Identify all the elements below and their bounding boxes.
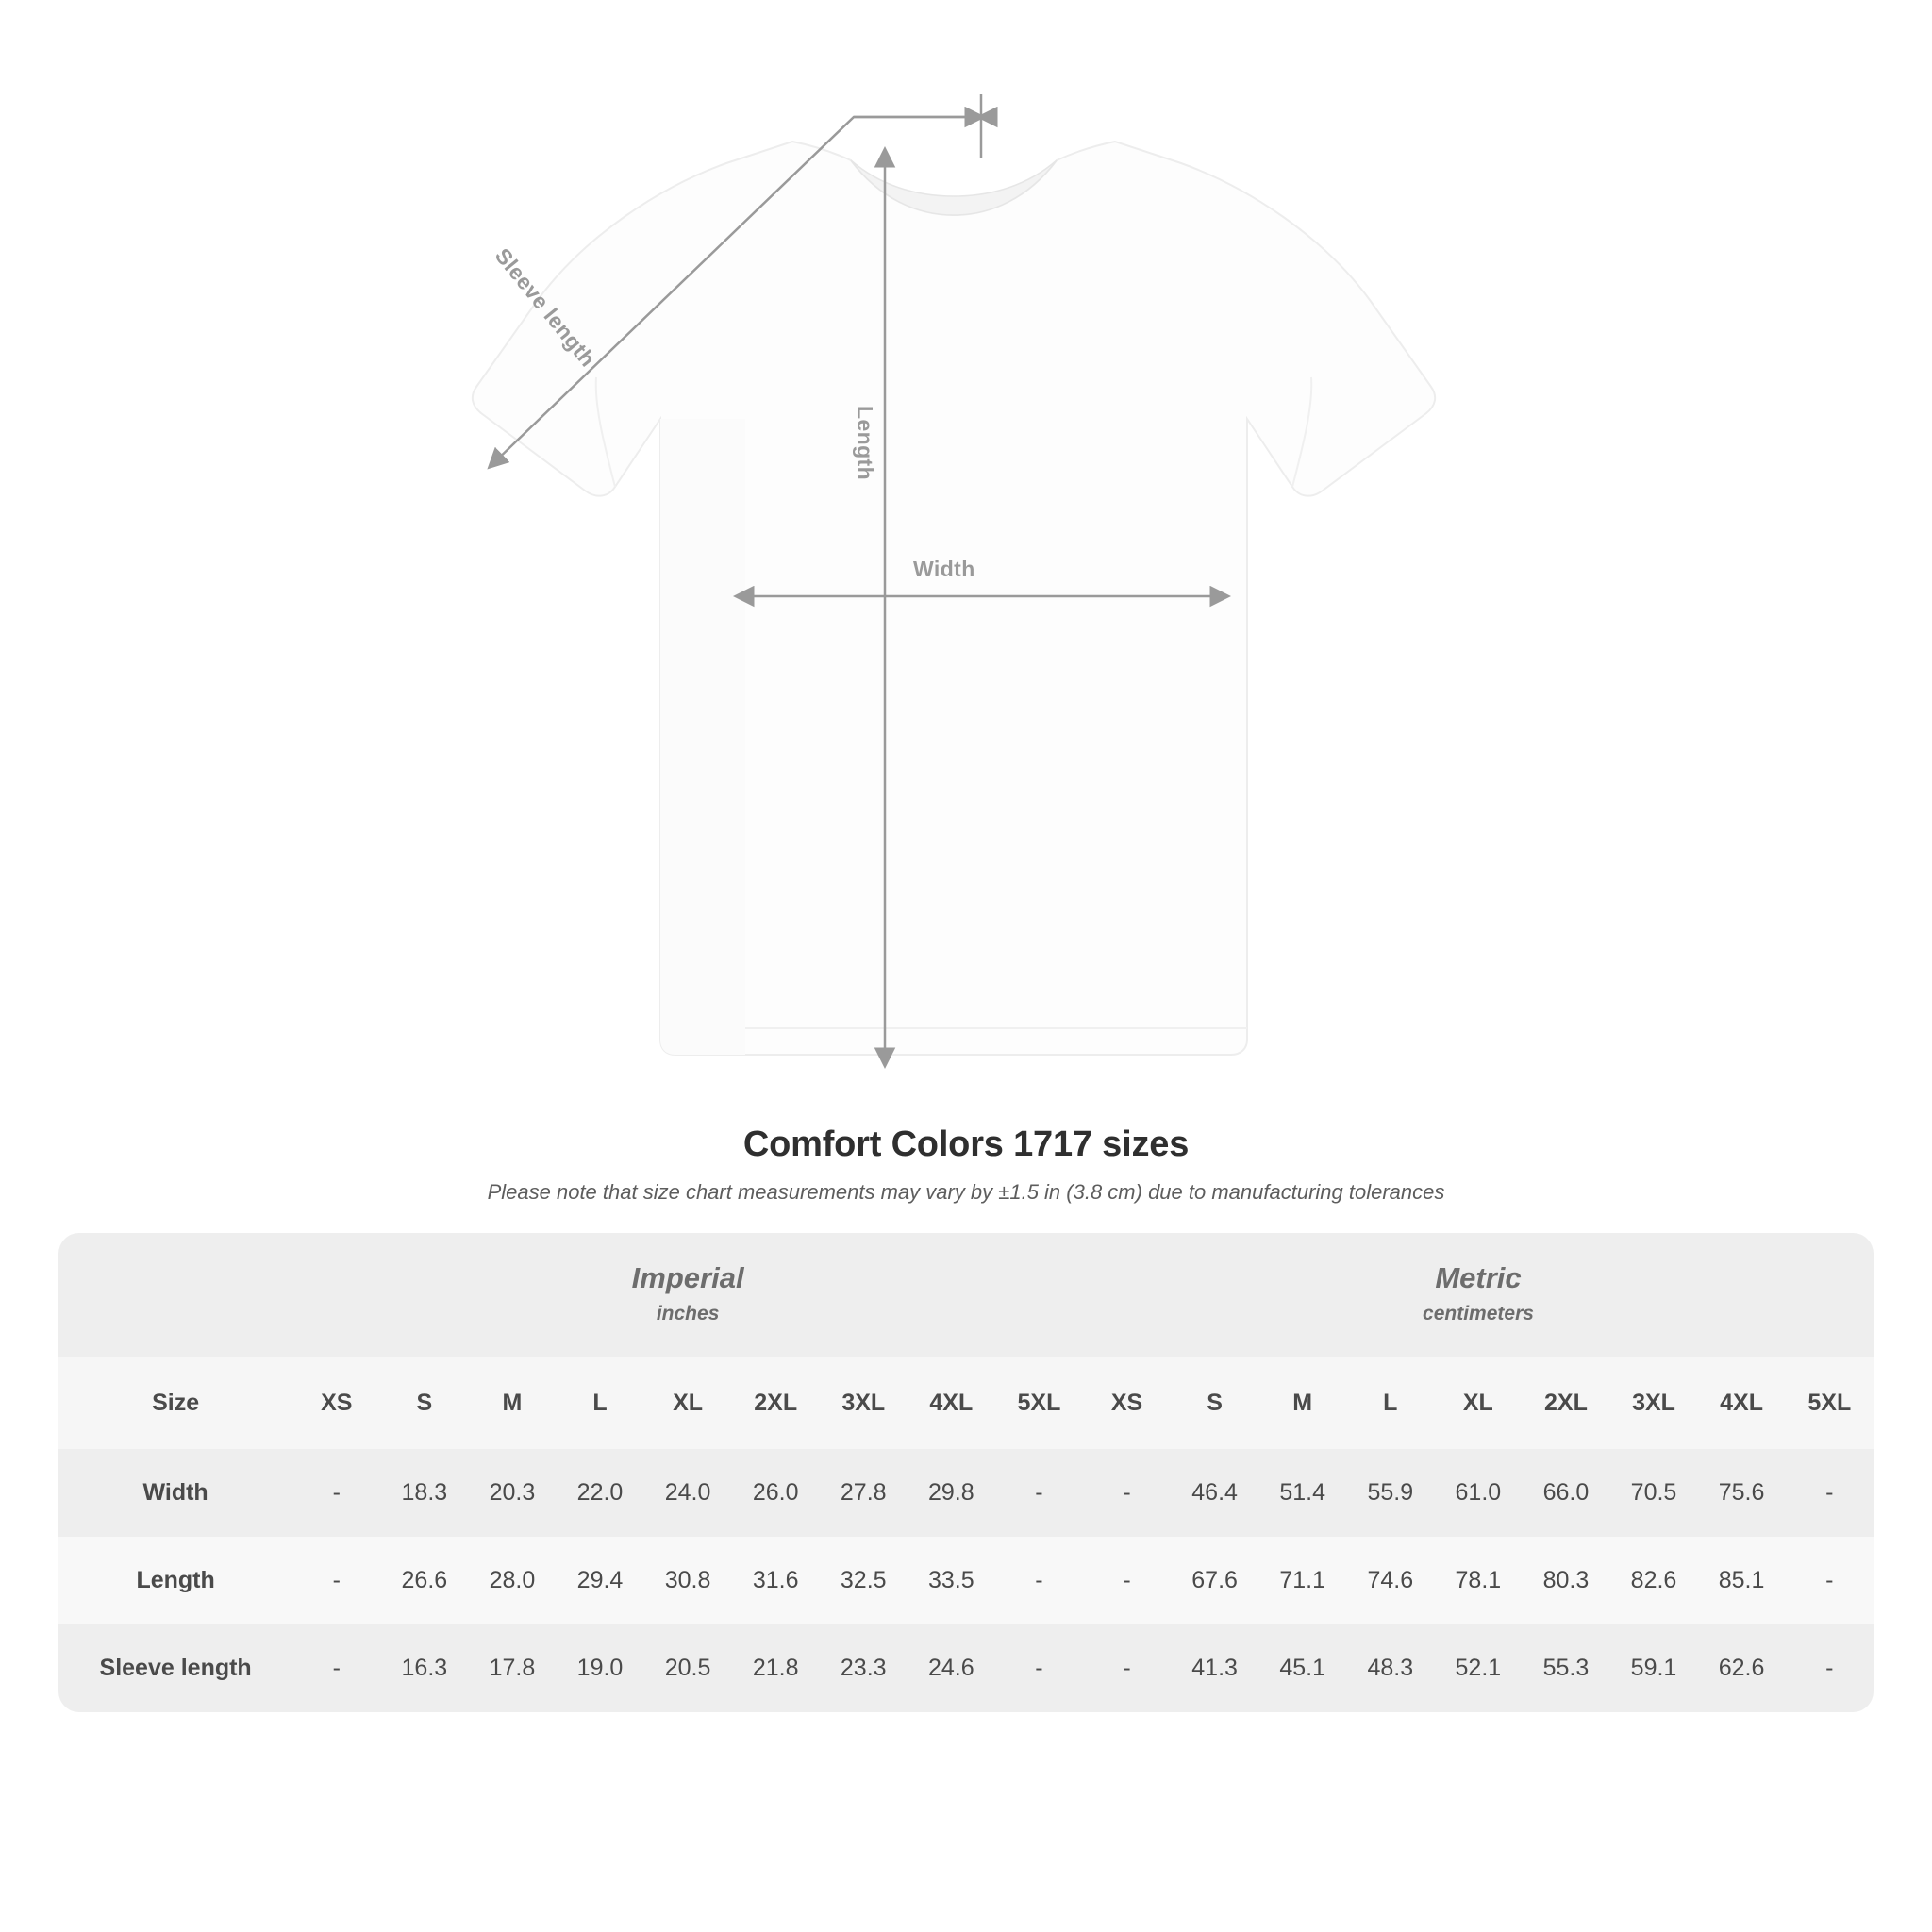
size-imp-xs: XS (292, 1357, 380, 1449)
length-met-s: 67.6 (1171, 1537, 1258, 1624)
width-met-4xl: 75.6 (1698, 1449, 1786, 1537)
width-imp-4xl: 29.8 (908, 1449, 995, 1537)
size-imp-4xl: 4XL (908, 1357, 995, 1449)
width-imp-xl: 24.0 (644, 1449, 732, 1537)
width-imp-3xl: 27.8 (820, 1449, 908, 1537)
size-imp-3xl: 3XL (820, 1357, 908, 1449)
length-imp-m: 28.0 (468, 1537, 556, 1624)
length-imp-l: 29.4 (556, 1537, 643, 1624)
size-imp-s: S (380, 1357, 468, 1449)
table-row (58, 1449, 1874, 1537)
size-met-m: M (1258, 1357, 1346, 1449)
size-met-2xl: 2XL (1522, 1357, 1609, 1449)
width-met-xs: - (1083, 1449, 1171, 1537)
length-met-5xl: - (1786, 1537, 1874, 1624)
sleeve-met-5xl: - (1786, 1624, 1874, 1712)
size-table (58, 1233, 1874, 1712)
sleeve-met-3xl: 59.1 (1609, 1624, 1697, 1712)
width-imp-m: 20.3 (468, 1449, 556, 1537)
sleeve-met-2xl: 55.3 (1522, 1624, 1609, 1712)
row-label-length: Length (58, 1537, 292, 1624)
size-met-5xl: 5XL (1786, 1357, 1874, 1449)
sleeve-imp-2xl: 21.8 (732, 1624, 820, 1712)
size-imp-xl: XL (644, 1357, 732, 1449)
length-met-2xl: 80.3 (1522, 1537, 1609, 1624)
length-imp-xs: - (292, 1537, 380, 1624)
sleeve-length-label: Sleeve length (490, 243, 601, 372)
size-met-s: S (1171, 1357, 1258, 1449)
page-title: Comfort Colors 1717 sizes (742, 1124, 1190, 1164)
table-row (58, 1537, 1874, 1624)
title-block (0, 1124, 1932, 1205)
metric-unit: centimeters (1423, 1303, 1534, 1324)
width-imp-5xl: - (995, 1449, 1083, 1537)
size-met-3xl: 3XL (1609, 1357, 1697, 1449)
length-imp-3xl: 32.5 (820, 1537, 908, 1624)
size-met-4xl: 4XL (1698, 1357, 1786, 1449)
width-met-xl: 61.0 (1434, 1449, 1522, 1537)
metric-header (1083, 1233, 1874, 1357)
size-imp-2xl: 2XL (732, 1357, 820, 1449)
size-table-wrap (58, 1233, 1874, 1712)
tshirt-shape (473, 142, 1435, 1055)
sleeve-met-l: 48.3 (1346, 1624, 1434, 1712)
length-met-xs: - (1083, 1537, 1171, 1624)
width-imp-l: 22.0 (556, 1449, 643, 1537)
length-met-xl: 78.1 (1434, 1537, 1522, 1624)
sleeve-imp-5xl: - (995, 1624, 1083, 1712)
metric-name: Metric (1435, 1261, 1522, 1294)
length-imp-s: 26.6 (380, 1537, 468, 1624)
sleeve-imp-m: 17.8 (468, 1624, 556, 1712)
width-met-m: 51.4 (1258, 1449, 1346, 1537)
sleeve-imp-xs: - (292, 1624, 380, 1712)
sleeve-met-4xl: 62.6 (1698, 1624, 1786, 1712)
sleeve-imp-xl: 20.5 (644, 1624, 732, 1712)
length-label: Length (853, 406, 877, 481)
length-met-4xl: 85.1 (1698, 1537, 1786, 1624)
sleeve-met-m: 45.1 (1258, 1624, 1346, 1712)
width-met-2xl: 66.0 (1522, 1449, 1609, 1537)
measurement-note: Please note that size chart measurements may vary by ±1.5 in (3.8 cm) due to manufacturing tolerances (487, 1180, 1445, 1204)
length-imp-5xl: - (995, 1537, 1083, 1624)
length-imp-4xl: 33.5 (908, 1537, 995, 1624)
sleeve-imp-s: 16.3 (380, 1624, 468, 1712)
imperial-unit: inches (656, 1303, 720, 1324)
length-met-m: 71.1 (1258, 1537, 1346, 1624)
sleeve-imp-3xl: 23.3 (820, 1624, 908, 1712)
sleeve-imp-4xl: 24.6 (908, 1624, 995, 1712)
length-imp-2xl: 31.6 (732, 1537, 820, 1624)
width-met-5xl: - (1786, 1449, 1874, 1537)
width-imp-s: 18.3 (380, 1449, 468, 1537)
width-imp-2xl: 26.0 (732, 1449, 820, 1537)
imperial-header (292, 1233, 1083, 1357)
length-met-3xl: 82.6 (1609, 1537, 1697, 1624)
size-met-xs: XS (1083, 1357, 1171, 1449)
width-label: Width (913, 557, 975, 581)
size-imp-l: L (556, 1357, 643, 1449)
width-imp-xs: - (292, 1449, 380, 1537)
length-imp-xl: 30.8 (644, 1537, 732, 1624)
unit-system-row (58, 1233, 1874, 1357)
width-met-s: 46.4 (1171, 1449, 1258, 1537)
size-met-xl: XL (1434, 1357, 1522, 1449)
table-row (58, 1624, 1874, 1712)
size-imp-m: M (468, 1357, 556, 1449)
sleeve-met-s: 41.3 (1171, 1624, 1258, 1712)
row-label-width: Width (58, 1449, 292, 1537)
row-label-sleeve-length: Sleeve length (58, 1624, 292, 1712)
sleeve-met-xl: 52.1 (1434, 1624, 1522, 1712)
size-header-row (58, 1357, 1874, 1449)
size-label: Size (58, 1357, 292, 1449)
width-met-l: 55.9 (1346, 1449, 1434, 1537)
size-imp-5xl: 5XL (995, 1357, 1083, 1449)
imperial-name: Imperial (631, 1261, 744, 1294)
sleeve-imp-l: 19.0 (556, 1624, 643, 1712)
length-met-l: 74.6 (1346, 1537, 1434, 1624)
width-met-3xl: 70.5 (1609, 1449, 1697, 1537)
size-met-l: L (1346, 1357, 1434, 1449)
sleeve-met-xs: - (1083, 1624, 1171, 1712)
unit-spacer (58, 1233, 292, 1357)
